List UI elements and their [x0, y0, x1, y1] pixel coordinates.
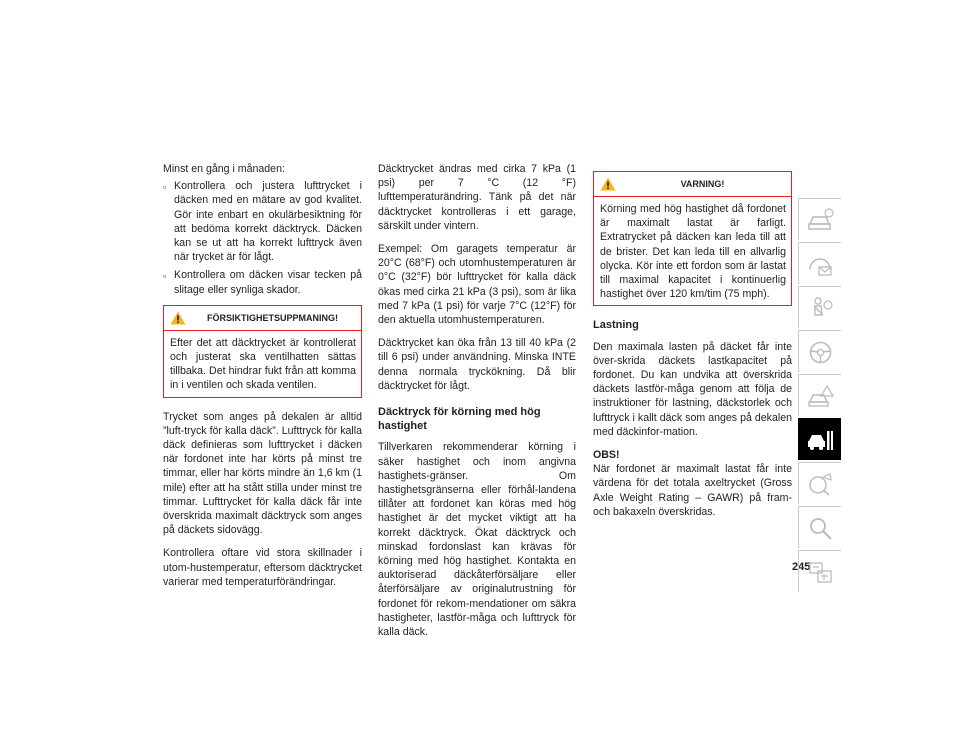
chapter-tab[interactable] [798, 506, 841, 548]
list-item [163, 179, 362, 264]
caution-text: Efter det att däcktrycket är kontrollerat och justerat ska ventilhatten sättas tillbaka. Det hindrar fukt från att komma in i ventilen och skada ventilen. [170, 336, 356, 392]
warning-box [593, 171, 792, 306]
list-item-text: Kontrollera och justera lufttrycket i däcken med en mätare av god kvalitet. Gör inte enbart en okulärbesiktning för att bedöma korrekt däcktryck. Däcken kan se ut att ha korrekt lufttryck även när trycket är för lågt. [174, 180, 362, 264]
warning-title: VARNING! [680, 179, 725, 189]
paragraph: Den maximala lasten på däcket får inte över-skrida däckets lastkapacitet på fordonet. Du kan undvika att överskrida däckets lastför-måga genom att följa de instruktioner för lastning, däckstorlek och lufttryck i kallt däck som anges på dekalen med däckinfor-mation. [593, 340, 792, 438]
chapter-tab[interactable] [798, 462, 841, 504]
paragraph: Däcktrycket kan öka från 13 till 40 kPa (2 till 6 psi) under användning. Minska INTE denna normala tryckökning. Då blir däcktrycket för lågt. [378, 337, 576, 392]
steering-wheel-icon [807, 339, 834, 366]
dashboard-message-icon [807, 251, 834, 278]
chapter-tab[interactable] [798, 330, 841, 372]
caution-title: FÖRSIKTIGHETSUPPMANING! [206, 312, 338, 323]
chapter-tab[interactable] [798, 198, 841, 240]
warning-text: Körning med hög hastighet då fordonet är maximalt lastat är farligt. Extratrycket på däcken kan leda till att de brister. Det kan leda till en allvarlig olycka. Kör inte ett fordon som är lastat till maximal kapacitet i kontinuerlig hastighet över 120 km/tim (75 mph). [600, 203, 786, 301]
warning-triangle-icon [600, 177, 616, 191]
chapter-tabs [798, 198, 841, 594]
car-info-icon [807, 207, 834, 234]
search-index-icon [807, 515, 834, 542]
paragraph: Tillverkaren rekommenderar körning i säker hastighet och inom angivna hastighets-gränser. Om hastighetsgränserna eller förhål-landena tillåter att fordonet kan köras med hög hastighet är det mycket viktigt att ha korrekt däcktryck. Ökat däcktryck och minskad fordonslast kan krävas för körning med hög hastighet. Kontakta en auktoriserad däckåterförsäljare eller återförsäljare av originalutrustning för fordonet för rekom-mendationer om säkra hastigheter, lastför-måga och lufttryck för kalla däck. [378, 441, 576, 639]
language-icon [807, 559, 834, 586]
warning-triangle-icon [170, 311, 186, 325]
section-heading: Däcktryck för körning med hög hastighet [378, 406, 541, 433]
maintenance-icon [807, 471, 834, 498]
column-3 [593, 162, 792, 519]
car-service-tools-icon [807, 427, 834, 454]
car-warning-icon [807, 383, 834, 410]
list-item-text: Kontrollera om däcken visar tecken på slitage eller synliga skador. [174, 269, 362, 296]
column-2 [378, 162, 576, 648]
caution-header [164, 306, 361, 331]
note-title: OBS! [593, 449, 620, 462]
chapter-tab-active[interactable] [798, 418, 841, 460]
chapter-tab[interactable] [798, 550, 841, 592]
paragraph: Trycket som anges på dekalen är alltid ”luft-tryck för kalla däck”. Lufttryck för kalla däck definieras som lufttrycket i däcken när fordonet inte har körts på minst tre timmar, eller har körts mindre än 1,6 km (1 mile) efter att ha stått stilla under minst tre timmar. Lufttrycket för kalla däck får inte överskrida maximalt däcktryck som anges på däckets sidovägg. [163, 410, 362, 537]
paragraph: Exempel: Om garagets temperatur är 20°C (68°F) och utomhustemperaturen är 0°C (32°F) bör lufttrycket för kalla däck ökas med cirka 21 kPa (3 psi), som är lika med 7 kPa (1 psi) för varje 7°C (12°F) för den aktuella utomhustemperaturen. [378, 243, 576, 327]
caution-box [163, 305, 362, 398]
bullet-marker: ▫ [163, 271, 167, 282]
chapter-tab[interactable] [798, 286, 841, 328]
bullet-marker: ▫ [163, 182, 167, 193]
list-item [163, 268, 362, 296]
intro-text: Minst en gång i månaden: [163, 163, 285, 175]
column-1 [163, 162, 362, 598]
chapter-tab[interactable] [798, 374, 841, 416]
seatbelt-airbag-icon [807, 295, 834, 322]
chapter-tab[interactable] [798, 242, 841, 284]
note-text: När fordonet är maximalt lastat får inte värdena för det totala axeltrycket (Gross Axle Weight Rating – GAWR) på fram- och bakaxeln överskridas. [593, 463, 792, 518]
page-number: 245 [792, 561, 811, 573]
paragraph: Däcktrycket ändras med cirka 7 kPa (1 psi) per 7 °C (12 °F) lufttemperaturändring. Tänk på det när däcktrycket kontrolleras i ett garage, särskilt under vintern. [378, 163, 576, 232]
warning-header [594, 172, 791, 197]
paragraph: Kontrollera oftare vid stora skillnader i utom-hustemperatur, eftersom däcktrycket varierar med temperaturförändringar. [163, 547, 362, 588]
section-heading: Lastning [593, 319, 639, 332]
